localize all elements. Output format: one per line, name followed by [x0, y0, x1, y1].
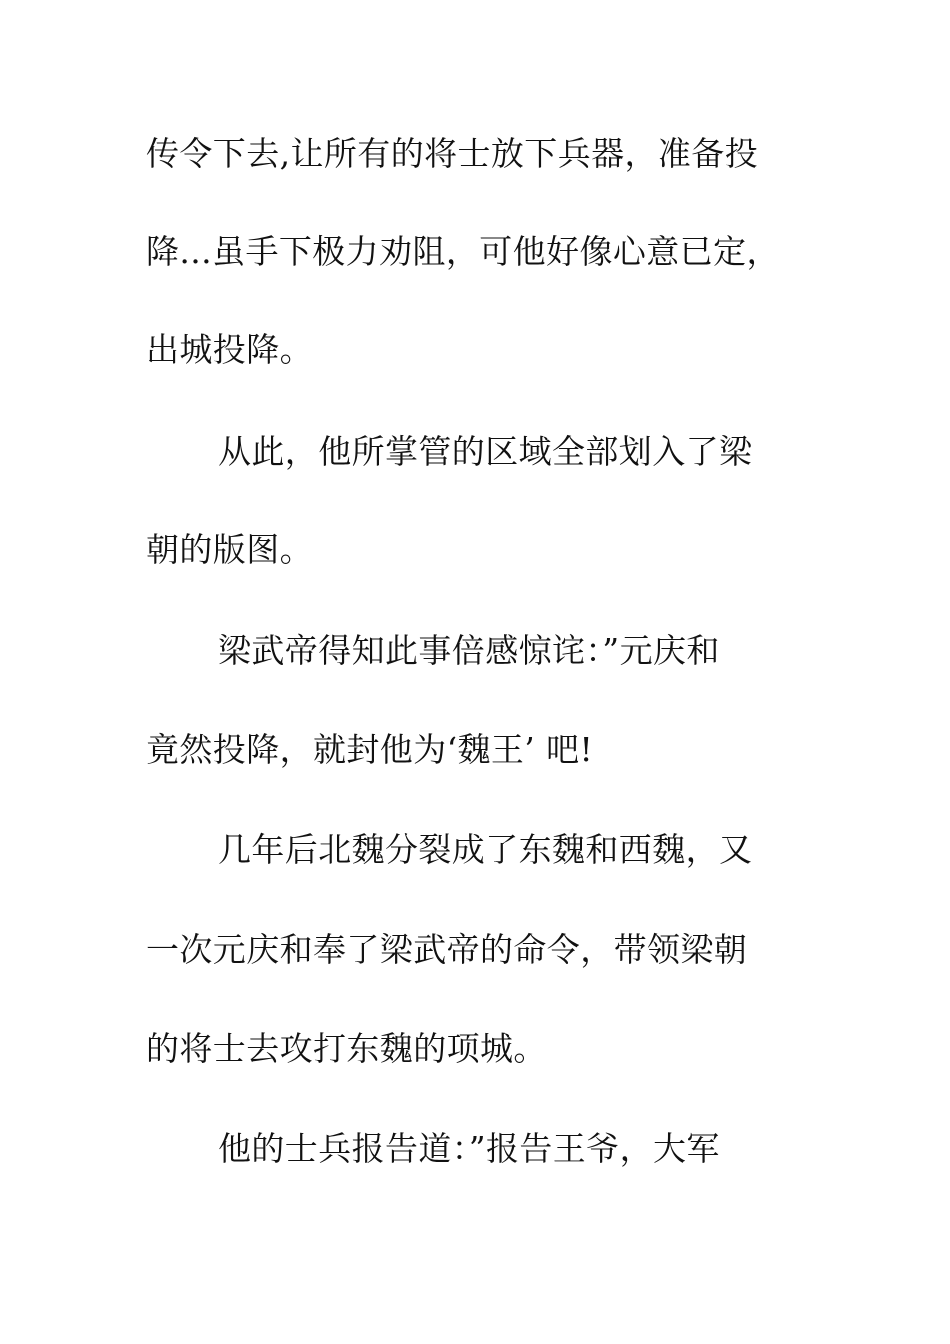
text-line-5: 朝的版图。	[146, 530, 313, 569]
text-line-6: 梁武帝得知此事倍感惊诧：”元庆和	[218, 631, 720, 670]
text-line-7: 竟然投降，就封他为‘魏王’ 吧!	[146, 730, 594, 769]
text-line-1: 传令下去,让所有的将士放下兵器，准备投	[146, 134, 759, 173]
text-line-9: 一次元庆和奉了梁武帝的命令，带领梁朝	[146, 930, 748, 969]
text-line-2: 降...虽手下极力劝阻，可他好像心意已定，	[146, 232, 780, 271]
text-line-10: 的将士去攻打东魏的项城。	[146, 1029, 547, 1068]
text-line-3: 出城投降。	[146, 330, 313, 369]
text-line-8: 几年后北魏分裂成了东魏和西魏，又	[218, 830, 753, 869]
text-line-11: 他的士兵报告道：”报告王爷，大军	[218, 1129, 720, 1168]
text-line-4: 从此，他所掌管的区域全部划入了梁	[218, 432, 753, 471]
